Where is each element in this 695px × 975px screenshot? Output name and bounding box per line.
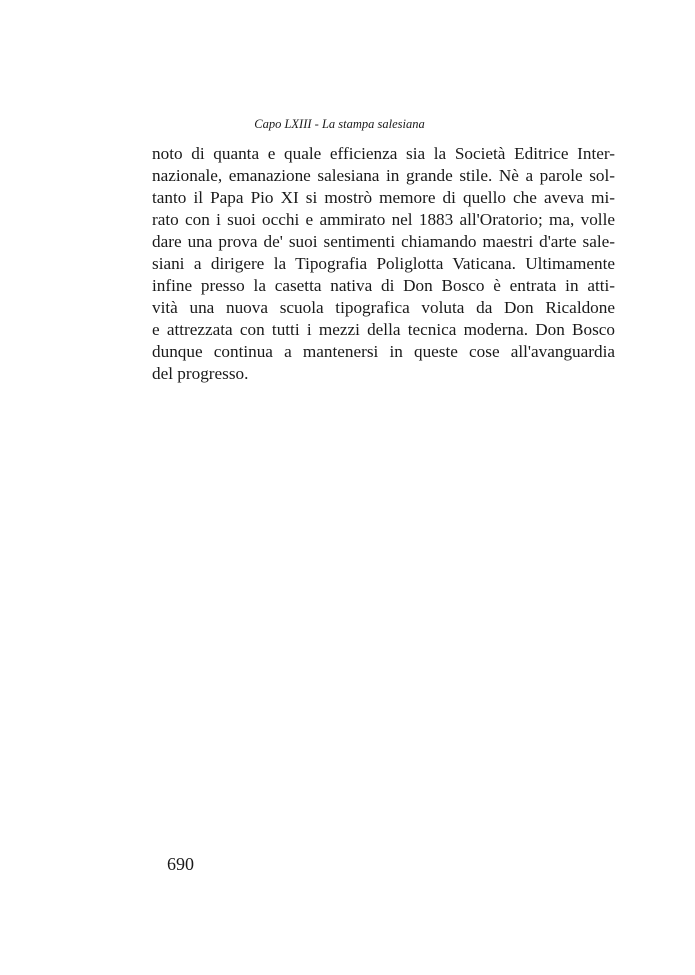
text-line: rato con i suoi occhi e ammirato nel 1883 all'Oratorio; ma, volle	[152, 210, 615, 229]
text-line: e attrezzata con tutti i mezzi della tecnica moderna. Don Bosco	[152, 320, 615, 339]
text-line: dunque continua a mantenersi in queste cose all'avanguardia	[152, 342, 615, 361]
page-number: 690	[167, 854, 194, 874]
text-line: tanto il Papa Pio XI si mostrò memore di quello che aveva mi-	[152, 188, 615, 207]
text-line: vità una nuova scuola tipografica voluta da Don Ricaldone	[152, 298, 615, 317]
text-line: noto di quanta e quale efficienza sia la Società Editrice Inter-	[152, 144, 615, 163]
text-line: del progresso.	[152, 364, 249, 383]
text-line: siani a dirigere la Tipografia Poliglotta Vaticana. Ultimamente	[152, 254, 615, 273]
text-line: nazionale, emanazione salesiana in grande stile. Nè a parole sol-	[152, 166, 615, 185]
running-head	[0, 117, 695, 132]
text-line: infine presso la casetta nativa di Don Bosco è entrata in atti-	[152, 276, 615, 295]
body-text	[152, 143, 615, 385]
text-line: dare una prova de' suoi sentimenti chiamando maestri d'arte sale-	[152, 232, 615, 251]
running-head-text: Capo LXIII - La stampa salesiana	[254, 117, 425, 131]
